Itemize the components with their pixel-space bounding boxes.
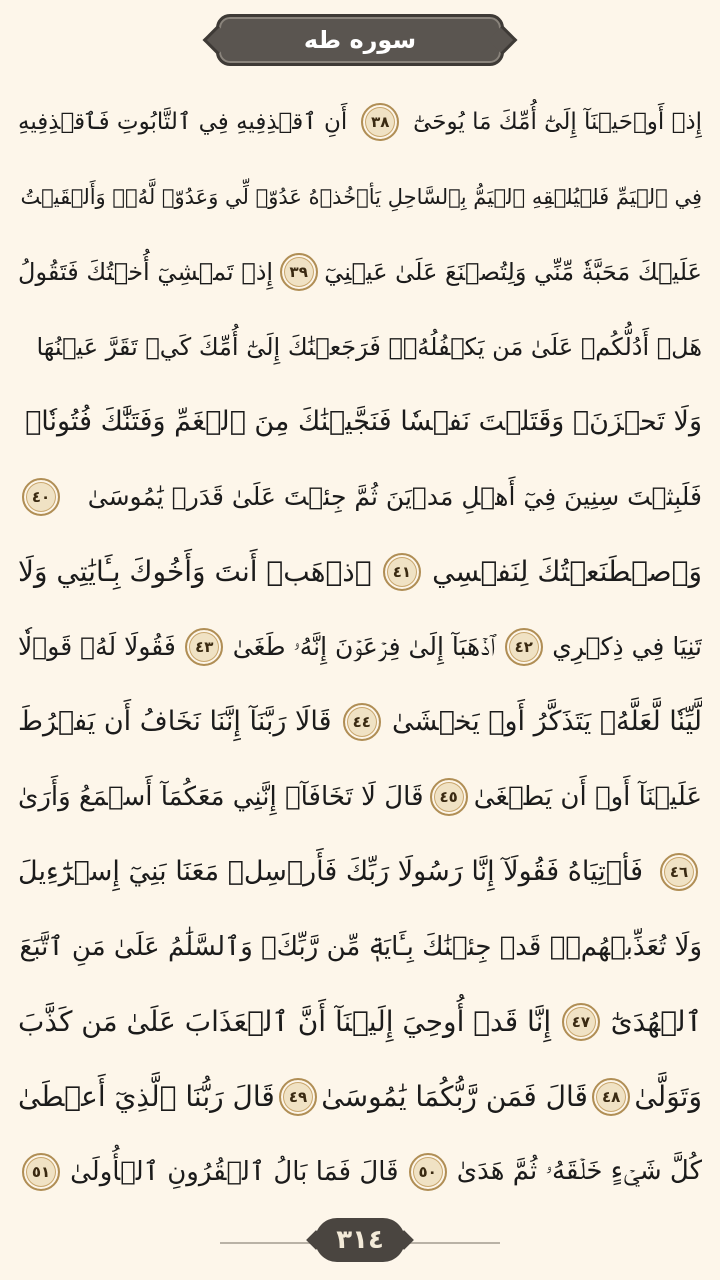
verse-text: وَلَا تَحۡزَنَۚ وَقَتَلۡتَ نَفۡسٗا فَنَجَّيۡنَٰكَ مِنَ ٱلۡغَمِّ وَفَتَنَّٰكَ فُتُونٗاۚ [25,406,702,437]
verse-text: ٱذۡهَبۡ أَنتَ وَأَخُوكَ بِـَٔايَٰتِي وَلَا [18,555,372,588]
verse-text: لَّيِّنٗا لَّعَلَّهُۥ يَتَذَكَّرُ أَوۡ يَخۡشَىٰ [391,706,702,737]
ayah-number-marker: ٤٠ [22,478,60,516]
ayah-number-marker: ٥٠ [409,1153,447,1191]
ayah-number-marker: ٣٩ [280,253,318,291]
text-line [18,759,702,834]
verse-text: ٱذۡهَبَآ إِلَىٰ فِرۡعَوۡنَ إِنَّهُۥ طَغَىٰ [232,631,496,661]
verse-text: قَالَا رَبَّنَآ إِنَّنَا نَخَافُ أَن يَفۡرُطَ [18,706,332,737]
ayah-number-marker: ٤٥ [430,778,468,816]
verse-text: عَلَيۡنَآ أَوۡ أَن يَطۡغَىٰ [473,781,702,812]
verse-text: قَالَ فَمَن رَّبُّكُمَا يَٰمُوسَىٰ [321,1080,588,1113]
verse-text: قَالَ لَا تَخَافَآۖ إِنَّنِي مَعَكُمَآ أَسۡمَعُ وَأَرَىٰ [18,781,424,812]
verse-text: فَلَبِثۡتَ سِنِينَ فِيٓ أَهۡلِ مَدۡيَنَ ثُمَّ جِئۡتَ عَلَىٰ قَدَرٖ يَٰمُوسَىٰ [87,482,702,511]
text-line [18,384,702,459]
ayah-number-marker: ٤٧ [562,1003,600,1041]
verse-text: فَقُولَا لَهُۥ قَوۡلٗا [18,632,176,661]
ayah-number-marker: ٤٣ [185,628,223,666]
verse-text: إِنَّا قَدۡ أُوحِيَ إِلَيۡنَآ أَنَّ ٱلۡعَذَابَ عَلَىٰ مَن كَذَّبَ [18,1005,552,1038]
verse-text: إِذۡ أَوۡحَيۡنَآ إِلَىٰٓ أُمِّكَ مَا يُوحَىٰٓ [413,108,702,135]
text-line [18,909,702,984]
text-line [18,1059,702,1134]
text-line [18,459,702,534]
ayah-number-marker: ٤٢ [505,628,543,666]
footer [0,1218,720,1262]
page-number: ٣١٤ [315,1218,405,1262]
text-line [18,234,702,309]
verse-text: قَالَ فَمَا بَالُ ٱلۡقُرُونِ ٱلۡأُولَىٰ [70,1156,399,1187]
verse-text: فِي ٱلۡيَمِّ فَلۡيُلۡقِهِ ٱلۡيَمُّ بِٱلسَّاحِلِ يَأۡخُذۡهُ عَدُوّٞ لِّي وَعَدُوّٞ لَّهُۥۚ وَأَلۡقَيۡتُ [20,184,702,209]
verse-text: وَلَا تُعَذِّبۡهُمۡۖ قَدۡ جِئۡنَٰكَ بِـَٔايَةٖ مِّن رَّبِّكَۖ وَٱلسَّلَٰمُ عَلَىٰ مَنِ ٱتَّبَعَ [19,931,702,962]
verse-text: أَنِ ٱقۡذِفِيهِ فِي ٱلتَّابُوتِ فَٱقۡذِفِيهِ [18,108,348,135]
surah-title: سوره طه [216,14,504,66]
verse-text: وَتَوَلَّىٰ [634,1080,702,1113]
verse-text: وَٱصۡطَنَعۡتُكَ لِنَفۡسِي [432,555,702,588]
verse-text: فَأۡتِيَاهُ فَقُولَآ إِنَّا رَسُولَا رَبِّكَ فَأَرۡسِلۡ مَعَنَا بَنِيٓ إِسۡرَٰٓءِيلَ [18,856,644,887]
ayah-number-marker: ٥١ [22,1153,60,1191]
text-line [18,534,702,609]
quran-page-text [18,84,702,1209]
text-line [18,834,702,909]
ayah-number-marker: ٤٨ [592,1078,630,1116]
text-line [18,609,702,684]
verse-text: عَلَيۡكَ مَحَبَّةٗ مِّنِّي وَلِتُصۡنَعَ عَلَىٰ عَيۡنِيٓ [324,257,702,286]
ayah-number-marker: ٤١ [383,553,421,591]
ayah-number-marker: ٤٦ [660,853,698,891]
text-line [18,1134,702,1209]
verse-text: كُلَّ شَيۡءٍ خَلۡقَهُۥ ثُمَّ هَدَىٰ [456,1156,702,1186]
verse-text: قَالَ رَبُّنَا ٱلَّذِيٓ أَعۡطَىٰ [18,1080,275,1113]
text-line [18,84,702,159]
text-line [18,984,702,1059]
verse-text: ٱلۡهُدَىٰٓ [610,1005,702,1038]
ayah-number-marker: ٤٤ [343,703,381,741]
text-line [18,684,702,759]
text-line [18,309,702,384]
ayah-number-marker: ٣٨ [361,103,399,141]
verse-text: تَنِيَا فِي ذِكۡرِي [552,632,702,661]
verse-text: إِذۡ تَمۡشِيٓ أُخۡتُكَ فَتَقُولُ [18,257,274,286]
header [0,14,720,66]
text-line [18,159,702,234]
verse-text: هَلۡ أَدُلُّكُمۡ عَلَىٰ مَن يَكۡفُلُهُۥۖ فَرَجَعۡنَٰكَ إِلَىٰٓ أُمِّكَ كَيۡ تَقَرَّ عَيۡنُهَا [36,332,702,361]
ayah-number-marker: ٤٩ [279,1078,317,1116]
